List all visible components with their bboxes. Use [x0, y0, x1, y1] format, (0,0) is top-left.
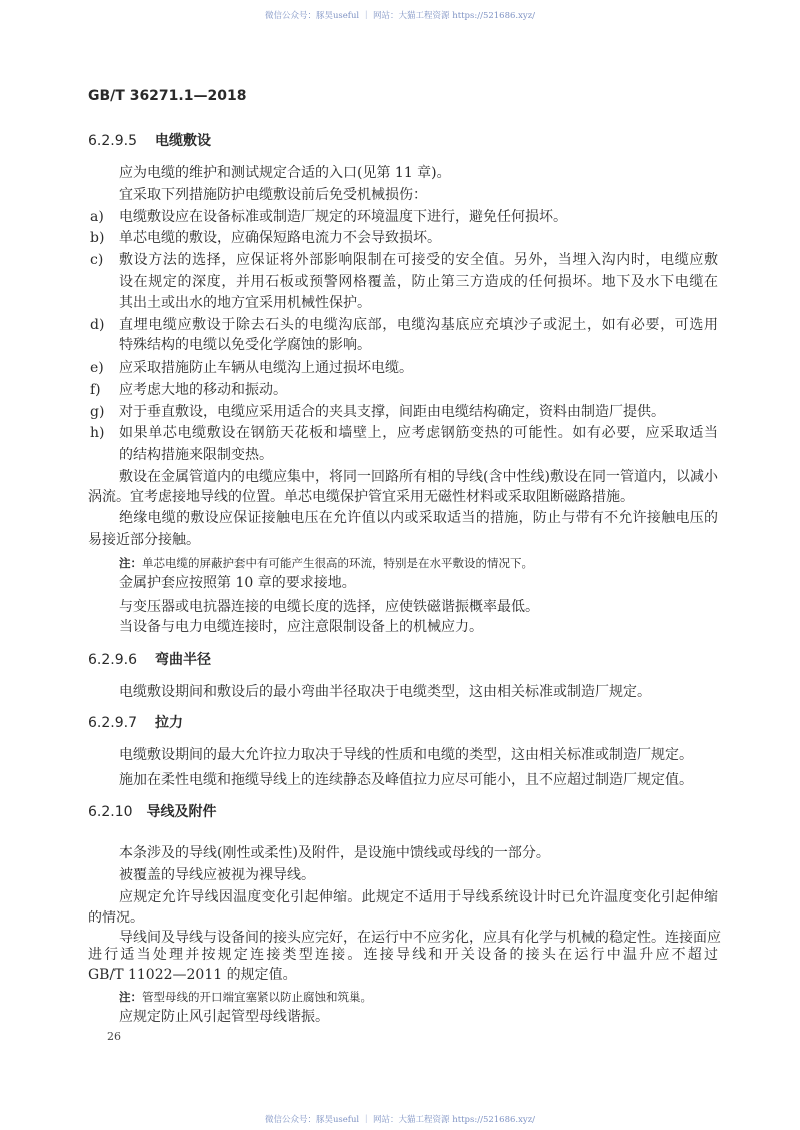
- paragraph-cont: 易接近部分接触。: [88, 532, 200, 548]
- list-item: 敷设方法的选择，应保证将外部影响限制在可接受的安全值。另外，当埋入沟内时，电缆应敷: [119, 252, 718, 268]
- paragraph: 应规定允许导线因温度变化引起伸缩。此规定不适用于导线系统设计时已允许温度变化引起伸缩: [119, 889, 718, 905]
- paragraph: 绝缘电缆的敷设应保证接触电压在允许值以内或采取适当的措施，防止与带有不允许接触电压的: [119, 510, 718, 526]
- paragraph-cont: GB/T 11022—2011 的规定值。: [88, 967, 297, 983]
- paragraph: 应规定防止风引起管型母线谐振。: [119, 1009, 329, 1025]
- paragraph: 被覆盖的导线应被视为裸导线。: [119, 867, 315, 883]
- list-label: c): [90, 252, 104, 268]
- paragraph: 金属护套应按照第 10 章的要求接地。: [119, 575, 356, 591]
- heading-6-2-9-5: [88, 132, 211, 150]
- heading-6-2-9-7: [88, 714, 183, 732]
- section-number: 6.2.10: [88, 804, 133, 820]
- paragraph: 当设备与电力电缆连接时，应注意限制设备上的机械应力。: [119, 619, 483, 635]
- list-item: 应采取措施防止车辆从电缆沟上通过损坏电缆。: [119, 360, 413, 376]
- note-text: 单芯电缆的屏蔽护套中有可能产生很高的环流，特别是在水平敷设的情况下。: [142, 556, 533, 570]
- list-item: 电缆敷设应在设备标准或制造厂规定的环境温度下进行，避免任何损坏。: [119, 209, 567, 225]
- note-text: 管型母线的开口端宜塞紧以防止腐蚀和筑巢。: [142, 990, 372, 1004]
- list-label: h): [90, 425, 105, 441]
- paragraph: 应为电缆的维护和测试规定合适的入口(见第 11 章)。: [119, 165, 451, 181]
- list-item: 应考虑大地的移动和振动。: [119, 382, 287, 398]
- section-number: 6.2.9.6: [88, 652, 137, 668]
- list-item: 如果单芯电缆敷设在钢筋天花板和墙壁上，应考虑钢筋变热的可能性。如有必要，应采取适当: [119, 425, 718, 441]
- standard-number: GB/T 36271.1—2018: [88, 88, 247, 104]
- list-label: a): [90, 209, 104, 225]
- section-title: 导线及附件: [146, 804, 217, 820]
- note: [119, 556, 533, 571]
- paragraph: 敷设在金属管道内的电缆应集中，将同一回路所有相的导线(含中性线)敷设在同一管道内，以减小: [119, 469, 718, 485]
- list-item: 对于垂直敷设，电缆应采用适合的夹具支撑，间距由电缆结构确定，资料由制造厂提供。: [119, 404, 665, 420]
- paragraph: 本条涉及的导线(刚性或柔性)及附件，是设施中馈线或母线的一部分。: [119, 845, 550, 861]
- page-number: 26: [107, 1030, 121, 1043]
- paragraph: 电缆敷设期间的最大允许拉力取决于导线的性质和电缆的类型，这由相关标准或制造厂规定。: [119, 747, 693, 763]
- paragraph-cont: 的情况。: [88, 910, 144, 926]
- list-label: e): [90, 360, 104, 376]
- list-item-cont: 设在规定的深度，并用石板或预警网格覆盖，防止第三方造成的任何损坏。地下及水下电缆在: [119, 274, 718, 290]
- list-label: g): [90, 404, 105, 420]
- list-label: b): [90, 230, 105, 246]
- paragraph: 宜采取下列措施防护电缆敷设前后免受机械损伤：: [119, 187, 427, 203]
- paragraph: 导线间及导线与设备间的接头应完好，在运行中不应劣化，应具有化学与机械的稳定性。连接面应: [119, 930, 721, 946]
- paragraph: 施加在柔性电缆和拖缆导线上的连续静态及峰值拉力应尽可能小，且不应超过制造厂规定值。: [119, 772, 693, 788]
- paragraph-cont: 进行适当处理并按规定连接类型连接。连接导线和开关设备的接头在运行中温升应不超过: [88, 947, 718, 963]
- heading-6-2-10: [88, 803, 217, 821]
- note: [119, 990, 372, 1005]
- list-label: f): [90, 382, 101, 398]
- paragraph: 与变压器或电抗器连接的电缆长度的选择，应使铁磁谐振概率最低。: [119, 599, 539, 615]
- section-number: 6.2.9.5: [88, 133, 137, 149]
- section-title: 电缆敷设: [154, 133, 211, 149]
- paragraph: 电缆敷设期间和敷设后的最小弯曲半径取决于电缆类型，这由相关标准或制造厂规定。: [119, 684, 651, 700]
- section-title: 拉力: [154, 715, 183, 731]
- list-item-cont: 特殊结构的电缆以免受化学腐蚀的影响。: [119, 337, 371, 353]
- section-title: 弯曲半径: [154, 652, 211, 668]
- list-item: 单芯电缆的敷设，应确保短路电流力不会导致损坏。: [119, 230, 441, 246]
- watermark-top: 微信公众号：豚昊useful ｜ 网站：大猫工程资源 https://521686.xyz/: [264, 11, 536, 21]
- list-item-cont: 其出土或出水的地方宜采用机械性保护。: [119, 295, 371, 311]
- list-label: d): [90, 317, 105, 333]
- section-number: 6.2.9.7: [88, 715, 137, 731]
- watermark-bottom: 微信公众号：豚昊useful ｜ 网站：大猫工程资源 https://521686.xyz/: [264, 1115, 536, 1125]
- paragraph-cont: 涡流。宜考虑接地导线的位置。单芯电缆保护管宜采用无磁性材料或采取阻断磁路措施。: [88, 489, 634, 505]
- note-label: 注：: [119, 990, 142, 1004]
- list-item-cont: 的结构措施来限制变热。: [119, 447, 273, 463]
- heading-6-2-9-6: [88, 651, 211, 669]
- note-label: 注：: [119, 556, 142, 570]
- list-item: 直埋电缆应敷设于除去石头的电缆沟底部，电缆沟基底应充填沙子或泥土，如有必要，可选用: [119, 317, 718, 333]
